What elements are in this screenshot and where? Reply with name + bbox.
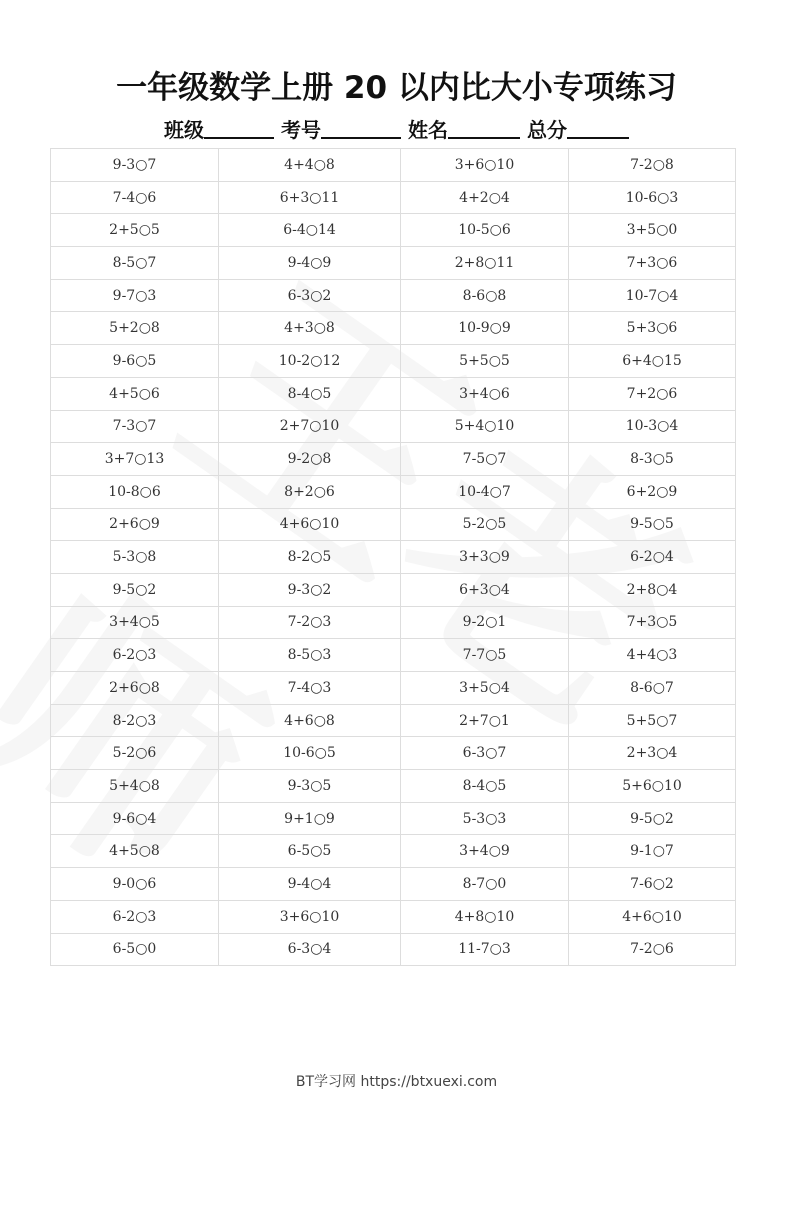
exercise-cell: 6+2○9 xyxy=(569,475,736,508)
exercise-cell: 9-4○4 xyxy=(219,868,401,901)
exercise-cell: 7-2○6 xyxy=(569,933,736,966)
exercise-cell: 9-6○5 xyxy=(51,345,219,378)
exercise-cell: 8-6○7 xyxy=(569,672,736,705)
name-blank[interactable] xyxy=(448,117,520,139)
exercise-cell: 11-7○3 xyxy=(401,933,569,966)
exercise-cell: 9-2○1 xyxy=(401,606,569,639)
table-row xyxy=(51,770,736,803)
exercise-cell: 3+3○9 xyxy=(401,541,569,574)
table-row xyxy=(51,214,736,247)
table-row xyxy=(51,377,736,410)
exercise-cell: 10-6○5 xyxy=(219,737,401,770)
exercise-cell: 2+7○10 xyxy=(219,410,401,443)
exercise-cell: 7-5○7 xyxy=(401,443,569,476)
exercise-cell: 4+4○8 xyxy=(219,149,401,182)
name-label: 姓名 xyxy=(407,118,448,142)
exercise-cell: 5-2○5 xyxy=(401,508,569,541)
exercise-cell: 7-4○3 xyxy=(219,672,401,705)
table-row xyxy=(51,279,736,312)
exam-no-blank[interactable] xyxy=(321,117,401,139)
exercise-cell: 9-6○4 xyxy=(51,802,219,835)
table-row xyxy=(51,933,736,966)
exercise-cell: 4+6○10 xyxy=(569,900,736,933)
exercise-cell: 6-2○4 xyxy=(569,541,736,574)
table-row xyxy=(51,802,736,835)
exercise-cell: 7-4○6 xyxy=(51,181,219,214)
exercise-cell: 8-4○5 xyxy=(219,377,401,410)
exercise-cell: 8-2○3 xyxy=(51,704,219,737)
table-row xyxy=(51,410,736,443)
exercise-cell: 6-3○4 xyxy=(219,933,401,966)
exercise-cell: 2+5○5 xyxy=(51,214,219,247)
exercise-cell: 2+6○9 xyxy=(51,508,219,541)
exercise-cell: 7-2○8 xyxy=(569,149,736,182)
exercise-cell: 3+4○6 xyxy=(401,377,569,410)
exercise-cell: 9-3○7 xyxy=(51,149,219,182)
exercise-cell: 3+7○13 xyxy=(51,443,219,476)
exercise-cell: 4+6○8 xyxy=(219,704,401,737)
exercise-table xyxy=(50,148,736,966)
exercise-cell: 6-5○5 xyxy=(219,835,401,868)
student-info-line xyxy=(0,114,793,143)
table-row xyxy=(51,508,736,541)
exercise-cell: 8-6○8 xyxy=(401,279,569,312)
page-title: 一年级数学上册 20 以内比大小专项练习 xyxy=(116,70,677,106)
table-row xyxy=(51,312,736,345)
class-label: 班级 xyxy=(164,118,205,142)
exercise-cell: 4+2○4 xyxy=(401,181,569,214)
exercise-cell: 7+3○6 xyxy=(569,247,736,280)
exercise-cell: 5+2○8 xyxy=(51,312,219,345)
exercise-cell: 8-7○0 xyxy=(401,868,569,901)
exercise-cell: 3+6○10 xyxy=(401,149,569,182)
exercise-cell: 7+2○6 xyxy=(569,377,736,410)
table-row xyxy=(51,345,736,378)
table-row xyxy=(51,900,736,933)
exercise-cell: 9-4○9 xyxy=(219,247,401,280)
exercise-cell: 7+3○5 xyxy=(569,606,736,639)
exam-no-label: 考号 xyxy=(281,118,322,142)
table-row xyxy=(51,149,736,182)
exercise-cell: 5-2○6 xyxy=(51,737,219,770)
exercise-cell: 2+6○8 xyxy=(51,672,219,705)
exercise-cell: 10-7○4 xyxy=(569,279,736,312)
exercise-cell: 6-3○7 xyxy=(401,737,569,770)
exercise-cell: 9-3○2 xyxy=(219,573,401,606)
score-label: 总分 xyxy=(526,118,567,142)
exercise-cell: 2+8○11 xyxy=(401,247,569,280)
exercise-cell: 2+8○4 xyxy=(569,573,736,606)
exercise-cell: 7-7○5 xyxy=(401,639,569,672)
exercise-cell: 7-2○3 xyxy=(219,606,401,639)
exercise-cell: 4+8○10 xyxy=(401,900,569,933)
exercise-cell: 10-8○6 xyxy=(51,475,219,508)
exercise-cell: 6-2○3 xyxy=(51,639,219,672)
table-row xyxy=(51,606,736,639)
table-row xyxy=(51,443,736,476)
exercise-cell: 9-5○2 xyxy=(51,573,219,606)
exercise-cell: 3+5○0 xyxy=(569,214,736,247)
exercise-cell: 6-5○0 xyxy=(51,933,219,966)
exercise-cell: 10-4○7 xyxy=(401,475,569,508)
exercise-cell: 4+5○8 xyxy=(51,835,219,868)
table-row xyxy=(51,672,736,705)
exercise-cell: 3+4○5 xyxy=(51,606,219,639)
class-blank[interactable] xyxy=(204,117,274,139)
exercise-cell: 5+4○10 xyxy=(401,410,569,443)
table-row xyxy=(51,835,736,868)
exercise-cell: 6+3○4 xyxy=(401,573,569,606)
exercise-cell: 9-3○5 xyxy=(219,770,401,803)
exercise-cell: 10-5○6 xyxy=(401,214,569,247)
table-row xyxy=(51,737,736,770)
exercise-cell: 8-3○5 xyxy=(569,443,736,476)
exercise-cell: 3+5○4 xyxy=(401,672,569,705)
score-blank[interactable] xyxy=(567,117,629,139)
exercise-cell: 9+1○9 xyxy=(219,802,401,835)
exercise-cell: 5+3○6 xyxy=(569,312,736,345)
exercise-cell: 10-9○9 xyxy=(401,312,569,345)
table-row xyxy=(51,573,736,606)
exercise-cell: 6+4○15 xyxy=(569,345,736,378)
exercise-cell: 9-1○7 xyxy=(569,835,736,868)
exercise-cell: 8-2○5 xyxy=(219,541,401,574)
exercise-cell: 10-3○4 xyxy=(569,410,736,443)
exercise-cell: 3+4○9 xyxy=(401,835,569,868)
exercise-cell: 6-4○14 xyxy=(219,214,401,247)
exercise-cell: 6+3○11 xyxy=(219,181,401,214)
exercise-cell: 7-6○2 xyxy=(569,868,736,901)
exercise-cell: 5+5○5 xyxy=(401,345,569,378)
exercise-cell: 5+4○8 xyxy=(51,770,219,803)
exercise-cell: 10-2○12 xyxy=(219,345,401,378)
exercise-cell: 6-3○2 xyxy=(219,279,401,312)
exercise-cell: 9-7○3 xyxy=(51,279,219,312)
exercise-cell: 5-3○8 xyxy=(51,541,219,574)
exercise-cell: 8-5○3 xyxy=(219,639,401,672)
exercise-cell: 3+6○10 xyxy=(219,900,401,933)
exercise-cell: 10-6○3 xyxy=(569,181,736,214)
exercise-cell: 5+5○7 xyxy=(569,704,736,737)
exercise-cell: 9-5○5 xyxy=(569,508,736,541)
exercise-cell: 4+4○3 xyxy=(569,639,736,672)
footer-source: BT学习网 https://btxuexi.com xyxy=(295,1074,498,1090)
table-row xyxy=(51,704,736,737)
exercise-cell: 4+5○6 xyxy=(51,377,219,410)
exercise-cell: 9-5○2 xyxy=(569,802,736,835)
exercise-cell: 6-2○3 xyxy=(51,900,219,933)
table-row xyxy=(51,181,736,214)
exercise-cell: 4+6○10 xyxy=(219,508,401,541)
exercise-cell: 7-3○7 xyxy=(51,410,219,443)
exercise-cell: 8-4○5 xyxy=(401,770,569,803)
exercise-cell: 8-5○7 xyxy=(51,247,219,280)
table-row xyxy=(51,541,736,574)
table-row xyxy=(51,868,736,901)
exercise-cell: 5+6○10 xyxy=(569,770,736,803)
exercise-cell: 9-2○8 xyxy=(219,443,401,476)
exercise-cell: 2+3○4 xyxy=(569,737,736,770)
exercise-cell: 4+3○8 xyxy=(219,312,401,345)
table-row xyxy=(51,247,736,280)
exercise-cell: 8+2○6 xyxy=(219,475,401,508)
exercise-cell: 9-0○6 xyxy=(51,868,219,901)
exercise-cell: 5-3○3 xyxy=(401,802,569,835)
table-row xyxy=(51,475,736,508)
table-row xyxy=(51,639,736,672)
exercise-cell: 2+7○1 xyxy=(401,704,569,737)
